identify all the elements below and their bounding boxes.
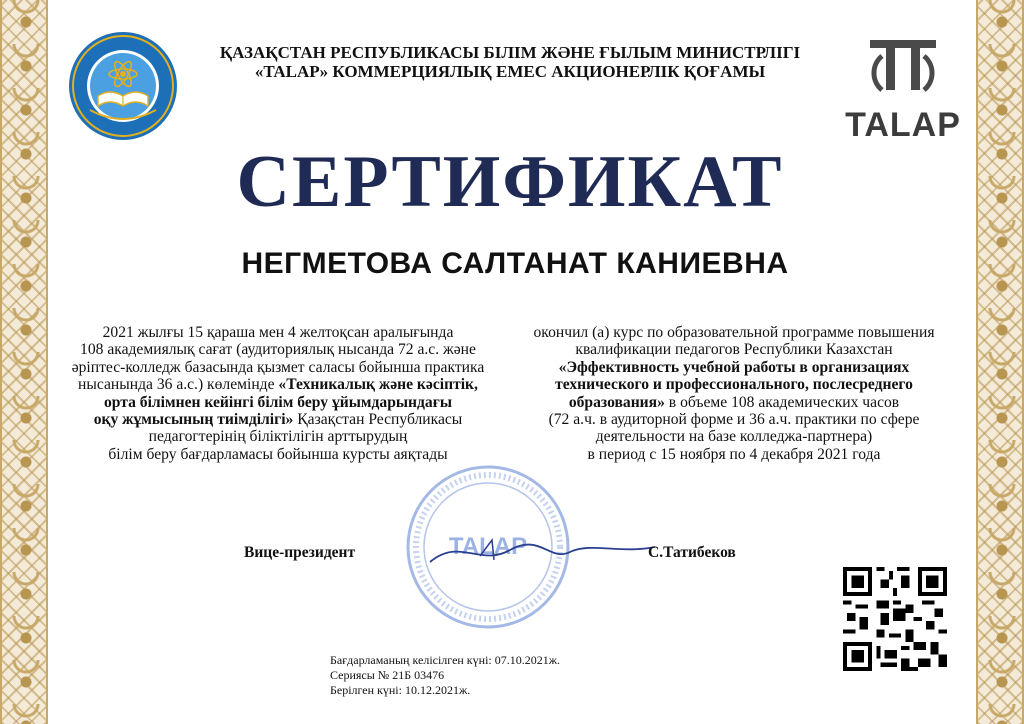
ru-line: в период с 15 ноября по 4 декабря 2021 года xyxy=(587,445,881,463)
recipient-name: НЕГМЕТОВА САЛТАНАТ КАНИЕВНА xyxy=(241,247,789,280)
issue-date: Берілген күні: 10.12.2021ж. xyxy=(330,683,471,697)
kazakh-text-block xyxy=(58,324,498,463)
ru-course-title: образования» xyxy=(568,393,665,411)
ornamental-border-left xyxy=(0,0,48,724)
kz-line: 2021 жылғы 15 қараша мен 4 желтоқсан аралығында xyxy=(102,324,454,341)
series-number: Сериясы № 21Б 03476 xyxy=(330,668,445,682)
kz-course-title: «Техникалық және кәсіптік, xyxy=(278,376,478,394)
kz-text: нысанында 36 а.с.) көлемінде xyxy=(78,376,279,394)
russian-text-block xyxy=(514,324,954,463)
ministry-emblem-icon xyxy=(60,30,186,142)
kz-line: педагогтерінің біліктілігін арттырудың xyxy=(148,428,408,446)
ru-line: деятельности на базе колледжа-партнера) xyxy=(595,428,873,446)
certificate-footer xyxy=(330,653,560,698)
organization-name: «TALAP» КОММЕРЦИЯЛЫҚ ЕМЕС АКЦИОНЕРЛІК ҚОҒАМЫ xyxy=(254,62,766,81)
ru-line: квалификации педагогов Республики Казахстан xyxy=(575,341,893,359)
kz-line xyxy=(58,411,498,428)
kz-line xyxy=(58,394,498,411)
ru-course-title: технического и профессионального, послесреднего xyxy=(555,376,913,394)
kz-line: білім беру бағдарламасы бойынша курсты аяқтады xyxy=(108,445,448,463)
program-approval-date: Бағдарламаның келісілген күні: 07.10.2021ж. xyxy=(330,653,561,667)
kz-course-title: оқу жұмысының тиімділігі» xyxy=(93,411,294,429)
kz-course-title: орта білімнен кейінгі білім беру ұйымдарындағы xyxy=(103,393,452,411)
ministry-name: ҚАЗАҚСТАН РЕСПУБЛИКАСЫ БІЛІМ ЖӘНЕ ҒЫЛЫМ МИНИСТРЛІГІ xyxy=(219,43,801,62)
talap-logo xyxy=(838,34,968,144)
kz-text: Қазақстан Республикасы xyxy=(293,411,463,429)
talap-logo-icon xyxy=(838,34,968,104)
ornamental-border-right xyxy=(976,0,1024,724)
signer-name: С.Татибеков xyxy=(648,544,736,561)
signature-scribble xyxy=(420,532,660,572)
qr-code-icon xyxy=(843,567,947,671)
issuer-header xyxy=(200,43,820,81)
signer-role: Вице-президент xyxy=(244,544,356,561)
ru-course-title: «Эффективность учебной работы в организациях xyxy=(558,358,910,376)
kz-line xyxy=(58,376,498,393)
kz-line: 108 академиялық сағат (аудиториялық нысанда 72 а.с. және xyxy=(80,341,476,359)
certificate-title: СЕРТИФИКАТ xyxy=(236,141,784,223)
stamp-text: TALAP xyxy=(448,533,528,560)
ru-line xyxy=(514,359,954,376)
ru-text: в объеме 108 академических часов xyxy=(664,393,900,411)
ru-line xyxy=(514,376,954,393)
ru-line: окончил (а) курс по образовательной программе повышения xyxy=(533,324,935,341)
kz-line: әріптес-колледж базасында қызмет саласы бойынша практика xyxy=(71,358,485,376)
ru-line xyxy=(514,394,954,411)
talap-logo-text: TALAP xyxy=(845,106,961,144)
ru-line: (72 а.ч. в аудиторной форме и 36 а.ч. практики по сфере xyxy=(548,411,920,429)
